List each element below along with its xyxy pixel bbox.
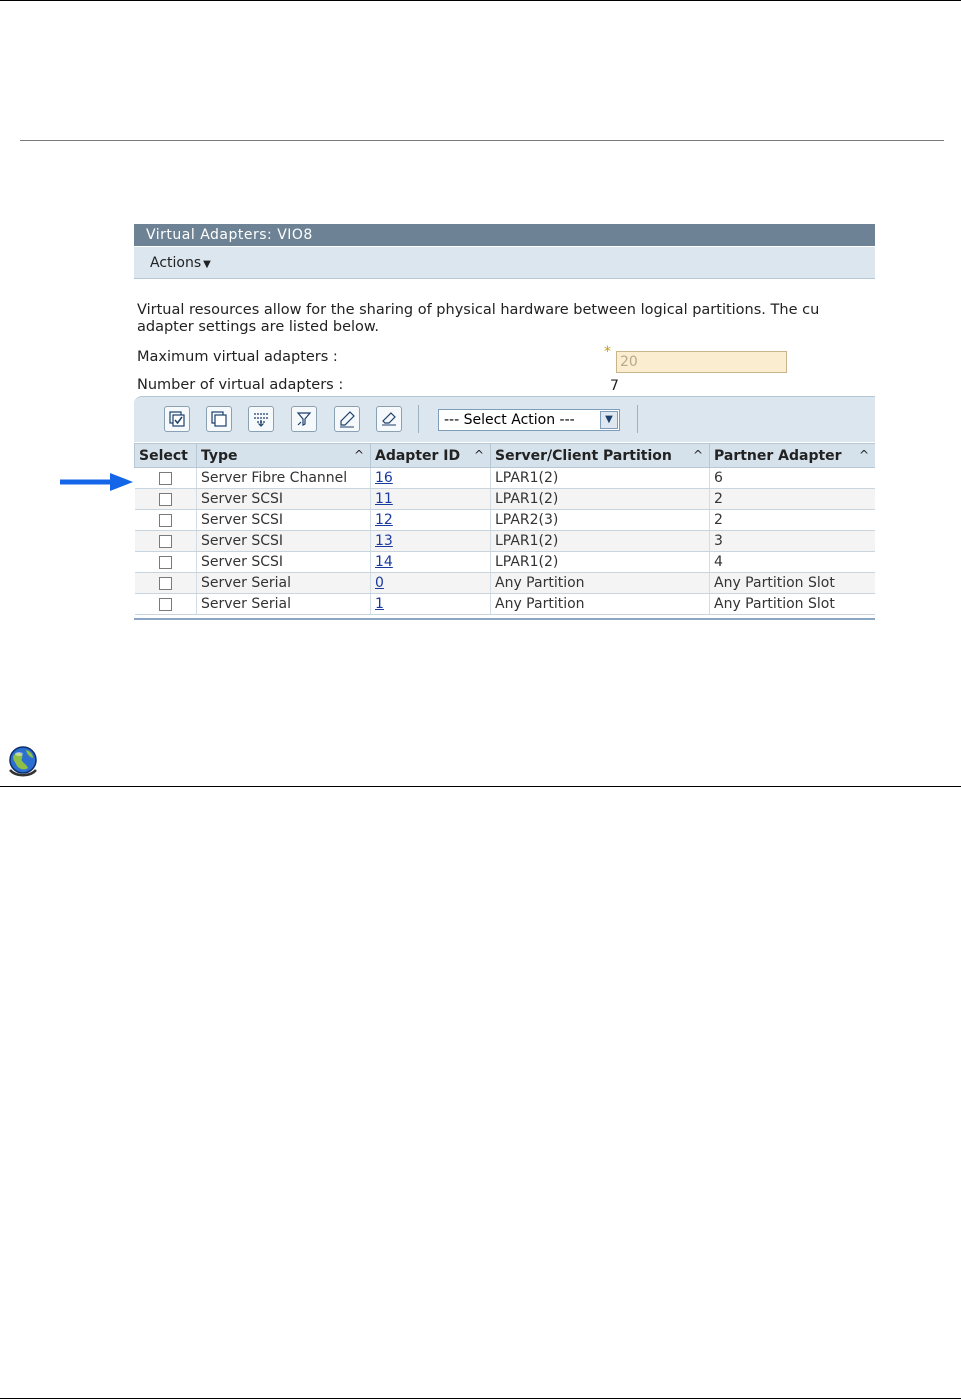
expand-button[interactable]: [248, 406, 274, 432]
table-row: [135, 510, 876, 531]
adapter-id-link[interactable]: 0: [375, 575, 384, 591]
description-line-1: Virtual resources allow for the sharing of physical hardware between logical partitions. The cu: [137, 302, 820, 318]
cell-partner: Any Partition Slot: [710, 594, 876, 615]
expand-icon: [252, 410, 270, 428]
adapter-id-link[interactable]: 1: [375, 596, 384, 612]
row-select-checkbox[interactable]: [159, 556, 172, 569]
column-header-partition[interactable]: Server/Client Partition ^: [491, 444, 710, 468]
cell-partition: Any Partition: [491, 573, 710, 594]
adapter-id-link[interactable]: 11: [375, 491, 393, 507]
sort-ascending-icon[interactable]: ^: [692, 448, 703, 462]
cell-partition: LPAR1(2): [491, 531, 710, 552]
num-adapters-value: 7: [610, 378, 619, 394]
deselect-all-button[interactable]: [206, 406, 232, 432]
virtual-adapters-panel: [134, 224, 875, 620]
select-all-icon: [168, 410, 186, 428]
actions-menu[interactable]: [150, 255, 211, 271]
num-adapters-label: Number of virtual adapters :: [137, 377, 344, 393]
column-header-adapter-id[interactable]: Adapter ID ^: [371, 444, 491, 468]
required-marker: *: [604, 344, 611, 360]
cell-type: Server SCSI: [197, 552, 371, 573]
cell-partner: 2: [710, 510, 876, 531]
section-rule: [20, 140, 944, 141]
select-all-button[interactable]: [164, 406, 190, 432]
row-select-checkbox[interactable]: [159, 577, 172, 590]
column-header-type[interactable]: Type ^: [197, 444, 371, 468]
table-row: [135, 531, 876, 552]
cell-partner: 3: [710, 531, 876, 552]
table-row: [135, 594, 876, 615]
cell-type: Server SCSI: [197, 510, 371, 531]
panel-title: Virtual Adapters: VIO8: [134, 224, 875, 246]
clear-filter-icon: [380, 410, 398, 428]
table-row: [135, 468, 876, 489]
cell-type: Server Serial: [197, 594, 371, 615]
row-select-checkbox[interactable]: [159, 472, 172, 485]
actions-menu-label: Actions: [150, 255, 202, 271]
column-header-partner-adapter[interactable]: Partner Adapter ^: [710, 444, 876, 468]
toolbar-separator: [418, 405, 419, 433]
adapter-id-link[interactable]: 14: [375, 554, 393, 570]
cell-partition: LPAR1(2): [491, 468, 710, 489]
cell-partner: 6: [710, 468, 876, 489]
cell-type: Server Serial: [197, 573, 371, 594]
max-adapters-input[interactable]: 20: [616, 351, 787, 373]
cell-partition: LPAR1(2): [491, 552, 710, 573]
description-line-2: adapter settings are listed below.: [137, 319, 380, 335]
cell-partition: LPAR2(3): [491, 510, 710, 531]
table-row: [135, 573, 876, 594]
clear-filter-button[interactable]: [376, 406, 402, 432]
column-header-select: Select: [135, 444, 197, 468]
table-row: [135, 489, 876, 510]
adapter-id-link[interactable]: 12: [375, 512, 393, 528]
adapter-id-link[interactable]: 16: [375, 470, 393, 486]
table-header-row: [135, 444, 876, 468]
panel-description: [137, 302, 875, 336]
max-adapters-label: Maximum virtual adapters :: [137, 349, 338, 365]
actions-bar: [134, 246, 875, 279]
sort-ascending-icon[interactable]: ^: [858, 448, 869, 462]
select-action-dropdown[interactable]: [438, 409, 620, 431]
deselect-all-icon: [210, 410, 228, 428]
pointer-arrow-icon: [60, 472, 134, 492]
bottom-section-rule: [0, 786, 961, 787]
filter-button[interactable]: [291, 406, 317, 432]
select-action-label: --- Select Action ---: [444, 412, 575, 428]
chevron-down-icon: ▼: [600, 411, 618, 429]
globe-icon: [6, 744, 40, 778]
virtual-adapters-table: [134, 443, 875, 615]
cell-type: Server Fibre Channel: [197, 468, 371, 489]
sort-ascending-icon[interactable]: ^: [353, 448, 364, 462]
row-select-checkbox[interactable]: [159, 598, 172, 611]
table-row: [135, 552, 876, 573]
cell-partition: LPAR1(2): [491, 489, 710, 510]
row-select-checkbox[interactable]: [159, 535, 172, 548]
row-select-checkbox[interactable]: [159, 514, 172, 527]
cell-partner: 2: [710, 489, 876, 510]
edit-button[interactable]: [334, 406, 360, 432]
footer-rule: [0, 1398, 961, 1399]
table-bottom-border: [134, 618, 875, 620]
cell-partner: Any Partition Slot: [710, 573, 876, 594]
table-toolbar: [134, 396, 875, 442]
sort-ascending-icon[interactable]: ^: [473, 448, 484, 462]
caret-down-icon: ▼: [203, 259, 211, 270]
cell-partition: Any Partition: [491, 594, 710, 615]
edit-icon: [338, 410, 356, 428]
adapter-id-link[interactable]: 13: [375, 533, 393, 549]
cell-type: Server SCSI: [197, 489, 371, 510]
row-select-checkbox[interactable]: [159, 493, 172, 506]
top-rule: [0, 0, 961, 1]
toolbar-separator: [637, 405, 638, 433]
cell-type: Server SCSI: [197, 531, 371, 552]
filter-icon: [295, 410, 313, 428]
cell-partner: 4: [710, 552, 876, 573]
